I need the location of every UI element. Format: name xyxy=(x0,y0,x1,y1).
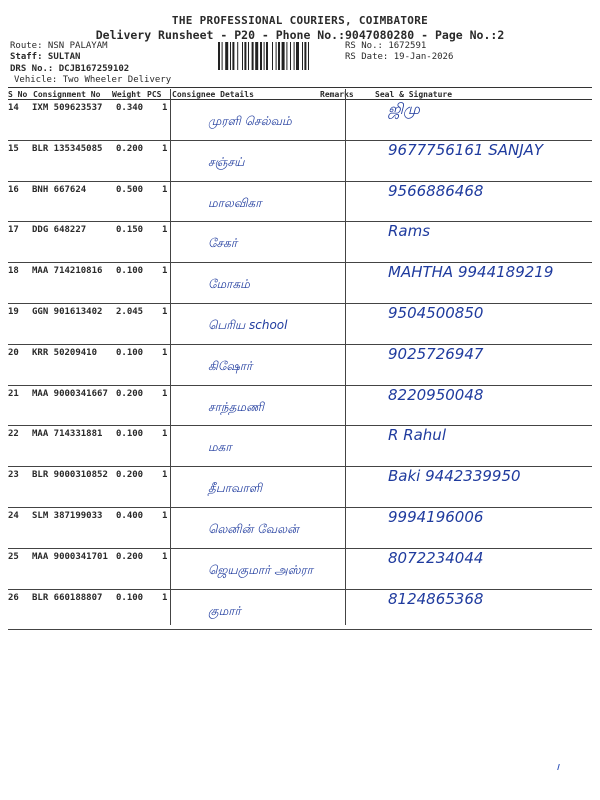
table-row xyxy=(8,426,592,467)
barcode-bar xyxy=(282,42,285,70)
consignment-cell: DDG 648227 xyxy=(32,225,87,236)
pcs-cell: 1 xyxy=(162,429,168,440)
barcode-bar xyxy=(290,42,291,70)
col-sno: S No xyxy=(8,90,28,99)
consignee-handwriting: மாலவிகா xyxy=(208,195,262,210)
col-weight: Weight xyxy=(112,90,141,99)
col-consignment: Consignment No xyxy=(33,90,101,99)
pcs-cell: 1 xyxy=(162,511,168,521)
sno-cell: 22 xyxy=(8,429,19,440)
vehicle-label: Vehicle: Two Wheeler Delivery xyxy=(14,75,172,85)
weight-cell: 0.150 xyxy=(116,225,144,236)
consignee-handwriting: சஞ்சய் xyxy=(208,154,245,169)
signature-handwriting: 9025726947 xyxy=(388,344,484,363)
signature-handwriting: 9504500850 xyxy=(388,304,484,322)
table-row xyxy=(8,182,592,223)
consignee-handwriting: கிஷோர் xyxy=(208,358,253,373)
barcode-bar xyxy=(304,42,306,70)
sno-cell: 14 xyxy=(8,103,19,113)
route-label: Route: NSN PALAYAM xyxy=(10,41,108,51)
consignment-cell: BLR 9000310852 xyxy=(32,470,108,481)
table-row xyxy=(8,304,592,345)
col-pcs: PCS xyxy=(147,90,162,99)
drs-label: DRS No.: DCJB167259102 xyxy=(10,64,130,74)
table-row xyxy=(8,263,592,304)
consignee-handwriting: முரளி செல்வம் xyxy=(208,114,292,128)
pcs-cell: 1 xyxy=(162,388,168,399)
consignee-handwriting: பெரிய school xyxy=(208,318,288,332)
table-row xyxy=(8,141,592,182)
consignment-cell: BLR 135345085 xyxy=(32,143,103,154)
barcode-bar xyxy=(264,42,265,70)
signature-handwriting: R Rahul xyxy=(388,426,446,445)
weight-cell: 0.200 xyxy=(116,470,144,481)
table-row xyxy=(8,222,592,263)
sno-cell: 24 xyxy=(8,511,19,521)
sno-cell: 20 xyxy=(8,347,19,358)
pcs-cell: 1 xyxy=(162,307,168,317)
barcode-bar xyxy=(255,42,258,70)
barcode-bar xyxy=(237,42,238,70)
consignee-handwriting: லெனின் வேலன் xyxy=(208,522,299,536)
sno-cell: 19 xyxy=(8,307,19,317)
barcode-bar xyxy=(242,42,243,70)
table-row xyxy=(8,386,592,427)
signature-handwriting: 8124865368 xyxy=(388,589,484,608)
weight-cell: 0.400 xyxy=(116,511,144,521)
weight-cell: 0.200 xyxy=(116,388,144,399)
barcode-bar xyxy=(222,42,223,70)
weight-cell: 0.100 xyxy=(116,592,144,603)
consignment-cell: MAA 714331881 xyxy=(32,429,103,440)
consignment-cell: MAA 714210816 xyxy=(32,266,103,277)
signature-handwriting: 8220950048 xyxy=(388,385,484,404)
rs-date: RS Date: 19-Jan-2026 xyxy=(345,52,454,62)
consignee-handwriting: தீபாவாளி xyxy=(208,481,263,496)
table-row xyxy=(8,100,592,141)
barcode-bar xyxy=(286,42,287,70)
sno-cell: 18 xyxy=(8,266,19,277)
company-title: THE PROFESSIONAL COURIERS, COIMBATORE xyxy=(171,14,429,27)
table-row xyxy=(8,590,592,631)
table-row xyxy=(8,549,592,590)
barcode-bar xyxy=(302,42,303,70)
consignment-cell: MAA 9000341701 xyxy=(32,551,108,562)
pcs-cell: 1 xyxy=(162,184,168,195)
consignment-cell: KRR 50209410 xyxy=(32,347,98,358)
barcode-bar xyxy=(225,42,228,70)
sno-cell: 26 xyxy=(8,592,19,603)
barcode-bar xyxy=(308,42,309,70)
consignee-handwriting: ஜெயகுமார் அஸ்ரா xyxy=(208,562,313,577)
table-row xyxy=(8,345,592,386)
pcs-cell: 1 xyxy=(162,225,168,236)
col-remarks: Remarks xyxy=(320,90,354,99)
barcode-bar xyxy=(278,42,280,70)
signature-handwriting: Rams xyxy=(388,222,431,241)
barcode-bar xyxy=(296,42,299,70)
sno-cell: 25 xyxy=(8,551,19,562)
pcs-cell: 1 xyxy=(162,470,168,481)
sno-cell: 16 xyxy=(8,184,19,195)
sno-cell: 21 xyxy=(8,388,19,399)
barcode-bar xyxy=(252,42,254,70)
sno-cell: 15 xyxy=(8,143,19,154)
col-seal: Seal & Signature xyxy=(375,90,453,99)
barcode-image xyxy=(218,42,340,70)
pcs-cell: 1 xyxy=(162,551,168,562)
signature-handwriting: 9677756161 SANJAY xyxy=(388,140,544,159)
signature-handwriting: 8072234044 xyxy=(388,548,484,567)
barcode-bar xyxy=(294,42,295,70)
pcs-cell: 1 xyxy=(162,143,168,154)
barcode-bar xyxy=(276,42,277,70)
weight-cell: 0.340 xyxy=(116,103,144,113)
pcs-cell: 1 xyxy=(162,347,168,358)
pcs-cell: 1 xyxy=(162,266,168,277)
barcode-bar xyxy=(272,42,273,70)
consignment-cell: BNH 667624 xyxy=(32,184,87,195)
weight-cell: 0.100 xyxy=(116,429,144,440)
sno-cell: 23 xyxy=(8,470,19,481)
barcode-bar xyxy=(266,42,268,70)
barcode-bar xyxy=(230,42,231,70)
consignee-handwriting: குமார் xyxy=(208,603,241,618)
weight-cell: 2.045 xyxy=(116,307,144,317)
col-consignee: Consignee Details xyxy=(172,90,254,99)
table-row xyxy=(8,508,592,549)
consignee-handwriting: சாந்தமணி xyxy=(208,399,264,414)
header-top-rule xyxy=(8,87,592,88)
staff-label: Staff: SULTAN xyxy=(10,52,81,62)
consignee-handwriting: மகா xyxy=(208,440,232,455)
consignment-cell: IXM 509623537 xyxy=(32,103,103,113)
consignment-cell: GGN 901613402 xyxy=(32,307,103,317)
table-row xyxy=(8,467,592,508)
signature-handwriting: ஜிமு xyxy=(388,100,420,118)
weight-cell: 0.100 xyxy=(116,266,144,277)
pen-mark xyxy=(557,764,563,770)
signature-handwriting: MAHTHA 9944189219 xyxy=(388,263,554,282)
signature-handwriting: 9994196006 xyxy=(388,508,484,526)
weight-cell: 0.500 xyxy=(116,184,144,195)
pcs-cell: 1 xyxy=(162,103,168,113)
barcode-bar xyxy=(248,42,249,70)
rs-number: RS No.: 1672591 xyxy=(345,41,427,51)
barcode-bar xyxy=(218,42,220,70)
weight-cell: 0.200 xyxy=(116,143,144,154)
signature-handwriting: 9566886468 xyxy=(388,181,484,200)
barcode-bar xyxy=(232,42,234,70)
consignee-handwriting: சேகர் xyxy=(208,236,238,251)
pcs-cell: 1 xyxy=(162,592,168,603)
barcode-bar xyxy=(260,42,262,70)
consignment-cell: SLM 387199033 xyxy=(32,511,103,521)
weight-cell: 0.100 xyxy=(116,347,144,358)
barcode-bar xyxy=(244,42,246,70)
consignment-cell: BLR 660188807 xyxy=(32,592,103,603)
consignee-handwriting: மோகம் xyxy=(208,277,250,292)
consignment-cell: MAA 9000341667 xyxy=(32,388,108,399)
sno-cell: 17 xyxy=(8,225,19,236)
weight-cell: 0.200 xyxy=(116,551,144,562)
signature-handwriting: Baki 9442339950 xyxy=(388,467,521,486)
runsheet-subtitle: Delivery Runsheet - P20 - Phone No.:9047080280 - Page No.:2 xyxy=(95,28,505,42)
